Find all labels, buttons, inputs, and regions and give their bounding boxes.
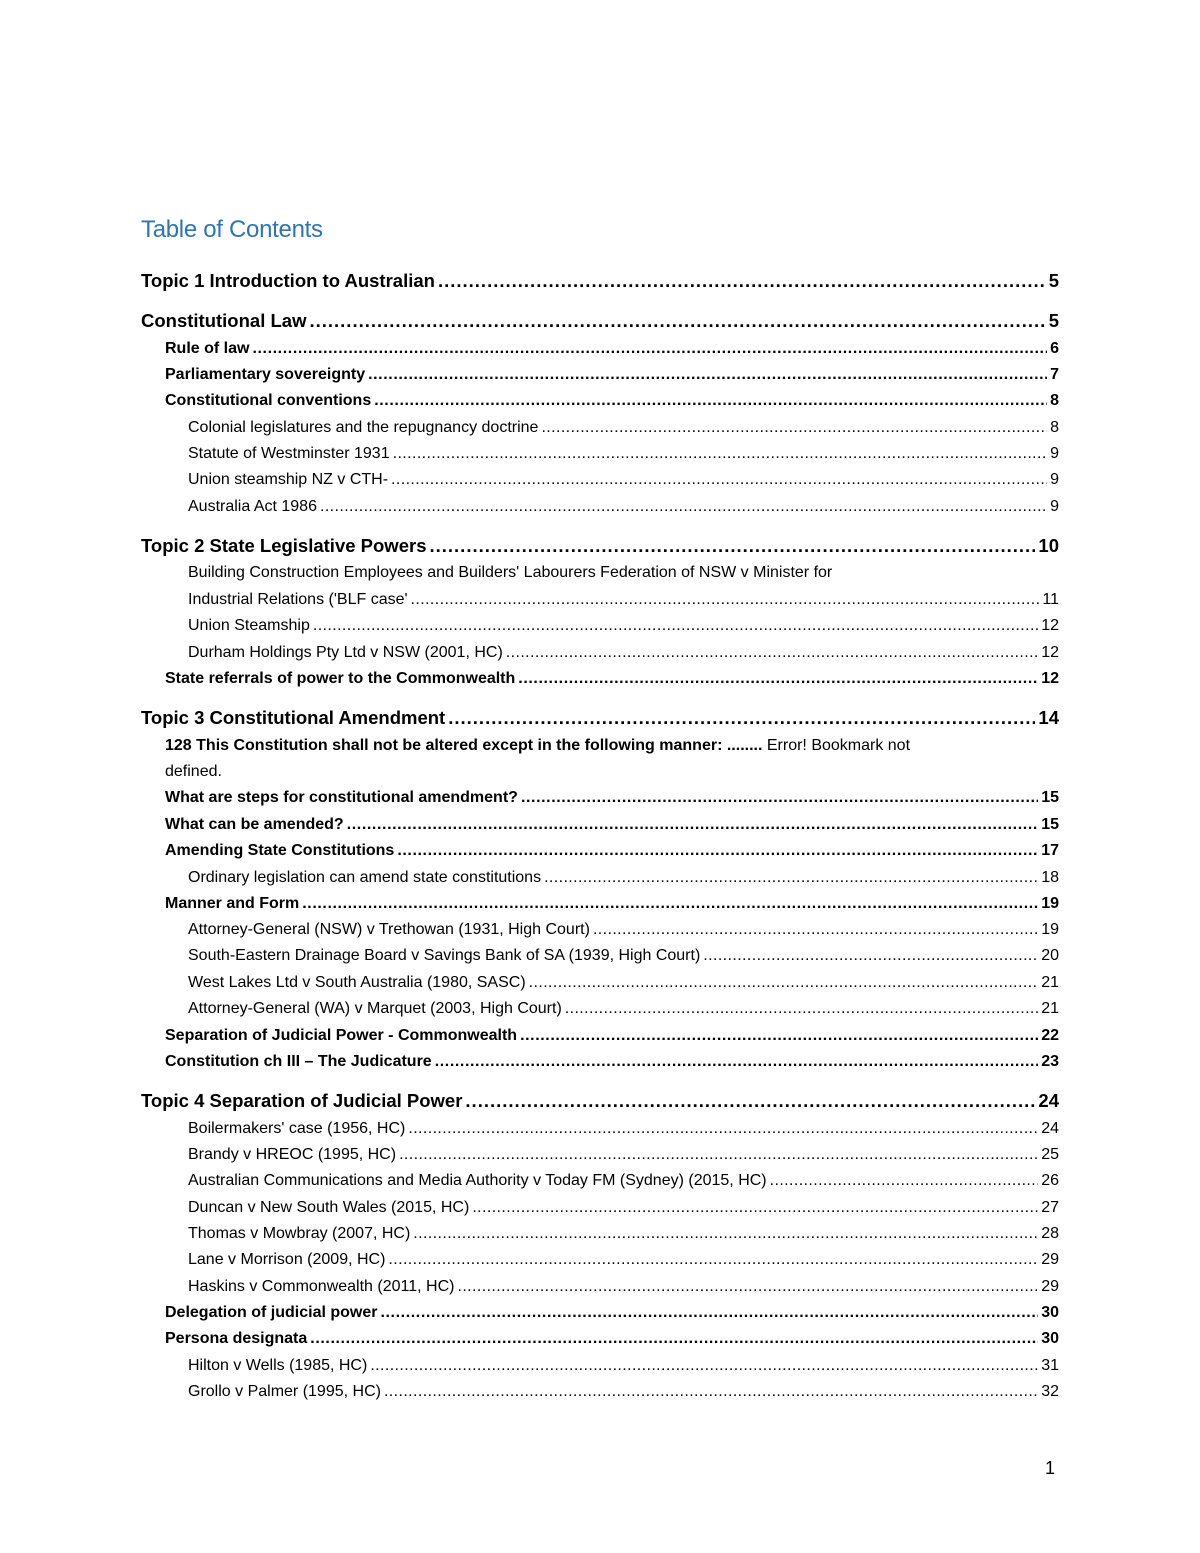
toc-entry-label: Delegation of judicial power <box>165 1304 378 1321</box>
toc-entry-page: 17 <box>1041 842 1059 859</box>
toc-entry-s128-continued <box>141 763 1059 781</box>
toc-entry[interactable] <box>141 921 1059 939</box>
toc-entry[interactable] <box>141 895 1059 913</box>
toc-entry-page: 21 <box>1041 974 1059 991</box>
bookmark-error-text-cont: defined. <box>165 763 222 780</box>
toc-leader-dots <box>506 644 1038 662</box>
toc-entry-label: Topic 3 Constitutional Amendment <box>141 707 446 728</box>
toc-entry[interactable] <box>141 1330 1059 1348</box>
toc-entry-label: Brandy v HREOC (1995, HC) <box>188 1146 397 1163</box>
toc-leader-dots <box>399 1146 1038 1164</box>
toc-entry-label: Constitution ch III – The Judicature <box>165 1053 432 1070</box>
toc-entry-page: 22 <box>1041 1027 1059 1044</box>
toc-leader-dots <box>565 1000 1038 1018</box>
toc-entry-page: 31 <box>1041 1357 1059 1374</box>
toc-entry[interactable] <box>141 1225 1059 1243</box>
toc-leader-dots <box>593 921 1038 939</box>
toc-entry[interactable] <box>141 816 1059 834</box>
toc-entry-page: 10 <box>1038 535 1059 556</box>
toc-entry[interactable] <box>141 869 1059 887</box>
toc-leader-dots <box>413 1225 1038 1243</box>
toc-leader-dots <box>429 535 1035 557</box>
toc-entry[interactable] <box>141 1251 1059 1269</box>
toc-entry-label: Lane v Morrison (2009, HC) <box>188 1251 386 1268</box>
toc-entry-label: Ordinary legislation can amend state constitutions <box>188 869 542 886</box>
toc-leader-dots <box>374 392 1047 410</box>
toc-entry[interactable] <box>141 947 1059 965</box>
toc-leader-dots <box>448 707 1035 729</box>
toc-entry[interactable] <box>141 591 1059 609</box>
toc-entry[interactable] <box>141 1172 1059 1190</box>
toc-leader-dots <box>438 270 1046 292</box>
toc-entry-label: Constitutional conventions <box>165 392 372 409</box>
toc-leader-dots <box>309 310 1045 332</box>
toc-entry-page: 11 <box>1042 591 1059 608</box>
toc-entry-dots: ........ <box>726 737 763 754</box>
toc-entry[interactable] <box>141 1199 1059 1217</box>
toc-entry-page: 24 <box>1041 1120 1059 1137</box>
toc-leader-dots <box>252 340 1047 358</box>
toc-entry[interactable] <box>141 340 1059 358</box>
toc-entry-label: Grollo v Palmer (1995, HC) <box>188 1383 381 1400</box>
toc-entry[interactable] <box>141 1278 1059 1296</box>
toc-entry-label: Union steamship NZ v CTH- <box>188 471 389 488</box>
toc-entry-label: Australia Act 1986 <box>188 498 317 515</box>
toc-entry-page: 8 <box>1050 419 1059 436</box>
toc-entry[interactable] <box>141 617 1059 635</box>
toc-entry-label: Durham Holdings Pty Ltd v NSW (2001, HC) <box>188 644 503 661</box>
toc-entry-label: What are steps for constitutional amendment? <box>165 789 518 806</box>
toc-leader-dots <box>465 1090 1035 1112</box>
toc-entry-label: Building Construction Employees and Builders' Labourers Federation of NSW v Minister for <box>188 564 833 581</box>
toc-entry[interactable] <box>141 1383 1059 1401</box>
toc-entry-label: Separation of Judicial Power - Commonwealth <box>165 1027 518 1044</box>
toc-entry-page: 21 <box>1041 1000 1059 1017</box>
toc-entry-label: South-Eastern Drainage Board v Savings Bank of SA (1939, High Court) <box>188 947 701 964</box>
toc-entry-label: Union Steamship <box>188 617 310 634</box>
toc-leader-dots <box>529 974 1039 992</box>
toc-entry-s128[interactable] <box>141 737 1059 755</box>
toc-entry[interactable] <box>141 1053 1059 1071</box>
toc-entry[interactable] <box>141 419 1059 437</box>
toc-entry-page: 32 <box>1041 1383 1059 1400</box>
toc-leader-dots <box>320 498 1047 516</box>
toc-entry-page: 27 <box>1041 1199 1059 1216</box>
toc-entry[interactable] <box>141 366 1059 384</box>
toc-leader-dots <box>368 366 1047 384</box>
toc-entry-page: 29 <box>1041 1251 1059 1268</box>
toc-entry-label: What can be amended? <box>165 816 344 833</box>
toc-entry-page: 19 <box>1041 921 1059 938</box>
toc-entry-label: Parliamentary sovereignty <box>165 366 366 383</box>
toc-entry-label: Manner and Form <box>165 895 300 912</box>
toc-entry-page: 9 <box>1050 498 1059 515</box>
toc-entry-label: Colonial legislatures and the repugnancy doctrine <box>188 419 539 436</box>
toc-entry[interactable] <box>141 498 1059 516</box>
toc-entry-label: Topic 1 Introduction to Australian <box>141 270 435 291</box>
toc-entry-page: 12 <box>1041 644 1059 661</box>
toc-entry-label: Industrial Relations ('BLF case' <box>188 591 408 608</box>
bookmark-error-text: Error! Bookmark not <box>762 737 911 754</box>
toc-entry[interactable] <box>141 1357 1059 1375</box>
toc-entry-page: 9 <box>1050 445 1059 462</box>
toc-entry-page: 23 <box>1041 1053 1059 1070</box>
toc-entry-page: 24 <box>1038 1090 1059 1111</box>
toc-leader-dots <box>521 789 1038 807</box>
toc-entry-page: 5 <box>1048 310 1059 331</box>
toc-leader-dots <box>397 842 1038 860</box>
toc-entry-page: 9 <box>1050 471 1059 488</box>
toc-entry[interactable] <box>141 1146 1059 1164</box>
toc-entry[interactable] <box>141 644 1059 662</box>
toc-leader-dots <box>518 670 1038 688</box>
toc-entry[interactable] <box>141 535 1059 557</box>
toc-leader-dots <box>435 1053 1039 1071</box>
toc-entry[interactable] <box>141 270 1059 292</box>
toc-leader-dots <box>457 1278 1038 1296</box>
toc-entry-label: Topic 2 State Legislative Powers <box>141 535 427 556</box>
page-number: 1 <box>1045 1458 1056 1478</box>
toc-entry-page: 30 <box>1041 1330 1059 1347</box>
toc-entry-page: 15 <box>1041 816 1059 833</box>
toc-entry-page: 15 <box>1041 789 1059 806</box>
toc-leader-dots <box>544 869 1038 887</box>
toc-leader-dots <box>393 445 1048 463</box>
toc-leader-dots <box>770 1172 1039 1190</box>
toc-entry-label: Statute of Westminster 1931 <box>188 445 390 462</box>
toc-entry-label: Duncan v New South Wales (2015, HC) <box>188 1199 470 1216</box>
toc-entry-page: 25 <box>1041 1146 1059 1163</box>
toc-leader-dots <box>408 1120 1038 1138</box>
toc-entry-label: Attorney-General (WA) v Marquet (2003, High Court) <box>188 1000 562 1017</box>
toc-entry[interactable] <box>141 1304 1059 1322</box>
toc-entry-page: 29 <box>1041 1278 1059 1295</box>
toc-leader-dots <box>384 1383 1038 1401</box>
toc-entry[interactable] <box>141 445 1059 463</box>
toc-leader-dots <box>310 1330 1038 1348</box>
toc-leader-dots <box>380 1304 1038 1322</box>
toc-entry[interactable] <box>141 310 1059 332</box>
toc-entry-label: Australian Communications and Media Authority v Today FM (Sydney) (2015, HC) <box>188 1172 767 1189</box>
toc-entry[interactable] <box>141 1120 1059 1138</box>
toc-entry-page: 12 <box>1041 670 1059 687</box>
toc-entry[interactable] <box>141 1027 1059 1045</box>
toc-entry[interactable] <box>141 1000 1059 1018</box>
toc-leader-dots <box>391 471 1047 489</box>
toc-entry-label: Attorney-General (NSW) v Trethowan (1931, High Court) <box>188 921 590 938</box>
toc-entry-label: West Lakes Ltd v South Australia (1980, SASC) <box>188 974 526 991</box>
toc-entry[interactable] <box>141 842 1059 860</box>
toc-entry-label: Haskins v Commonwealth (2011, HC) <box>188 1278 455 1295</box>
toc-leader-dots <box>347 816 1039 834</box>
toc-leader-dots <box>411 591 1040 609</box>
toc-leader-dots <box>520 1027 1038 1045</box>
toc-leader-dots <box>313 617 1038 635</box>
toc-entry-label: Thomas v Mowbray (2007, HC) <box>188 1225 411 1242</box>
toc-title: Table of Contents <box>141 216 323 243</box>
toc-entry-blf-first-line[interactable] <box>141 564 1059 582</box>
toc-entry-page: 18 <box>1041 869 1059 886</box>
toc-entry[interactable] <box>141 392 1059 410</box>
toc-leader-dots <box>302 895 1038 913</box>
toc-entry-page: 26 <box>1041 1172 1059 1189</box>
toc-entry-label: 128 This Constitution shall not be altered except in the following manner: <box>165 737 723 754</box>
toc-entry-label: Rule of law <box>165 340 250 357</box>
toc-entry-label: State referrals of power to the Commonwealth <box>165 670 516 687</box>
toc-entry-page: 19 <box>1041 895 1059 912</box>
toc-entry-page: 8 <box>1050 392 1059 409</box>
toc-entry-page: 7 <box>1050 366 1059 383</box>
toc-entry-label: Hilton v Wells (1985, HC) <box>188 1357 368 1374</box>
toc-entry-label: Amending State Constitutions <box>165 842 395 859</box>
toc-leader-dots <box>472 1199 1038 1217</box>
toc-entry-page: 14 <box>1038 707 1059 728</box>
toc-entry-page: 6 <box>1050 340 1059 357</box>
toc-entry-page: 12 <box>1041 617 1059 634</box>
toc-leader-dots <box>370 1357 1038 1375</box>
toc-entry[interactable] <box>141 471 1059 489</box>
toc-entry-label: Constitutional Law <box>141 310 307 331</box>
toc-entry-label: Persona designata <box>165 1330 308 1347</box>
toc-entry-page: 30 <box>1041 1304 1059 1321</box>
toc-entry-page: 28 <box>1041 1225 1059 1242</box>
toc-entry-page: 20 <box>1041 947 1059 964</box>
toc-entry-label: Topic 4 Separation of Judicial Power <box>141 1090 463 1111</box>
toc-leader-dots <box>541 419 1047 437</box>
toc-leader-dots <box>703 947 1038 965</box>
toc-entry[interactable] <box>141 670 1059 688</box>
toc-entry-page: 5 <box>1048 270 1059 291</box>
toc-entry[interactable] <box>141 974 1059 992</box>
toc-entry[interactable] <box>141 707 1059 729</box>
toc-entry[interactable] <box>141 1090 1059 1112</box>
toc-entry[interactable] <box>141 789 1059 807</box>
toc-entry-label: Boilermakers' case (1956, HC) <box>188 1120 406 1137</box>
toc-leader-dots <box>388 1251 1038 1269</box>
